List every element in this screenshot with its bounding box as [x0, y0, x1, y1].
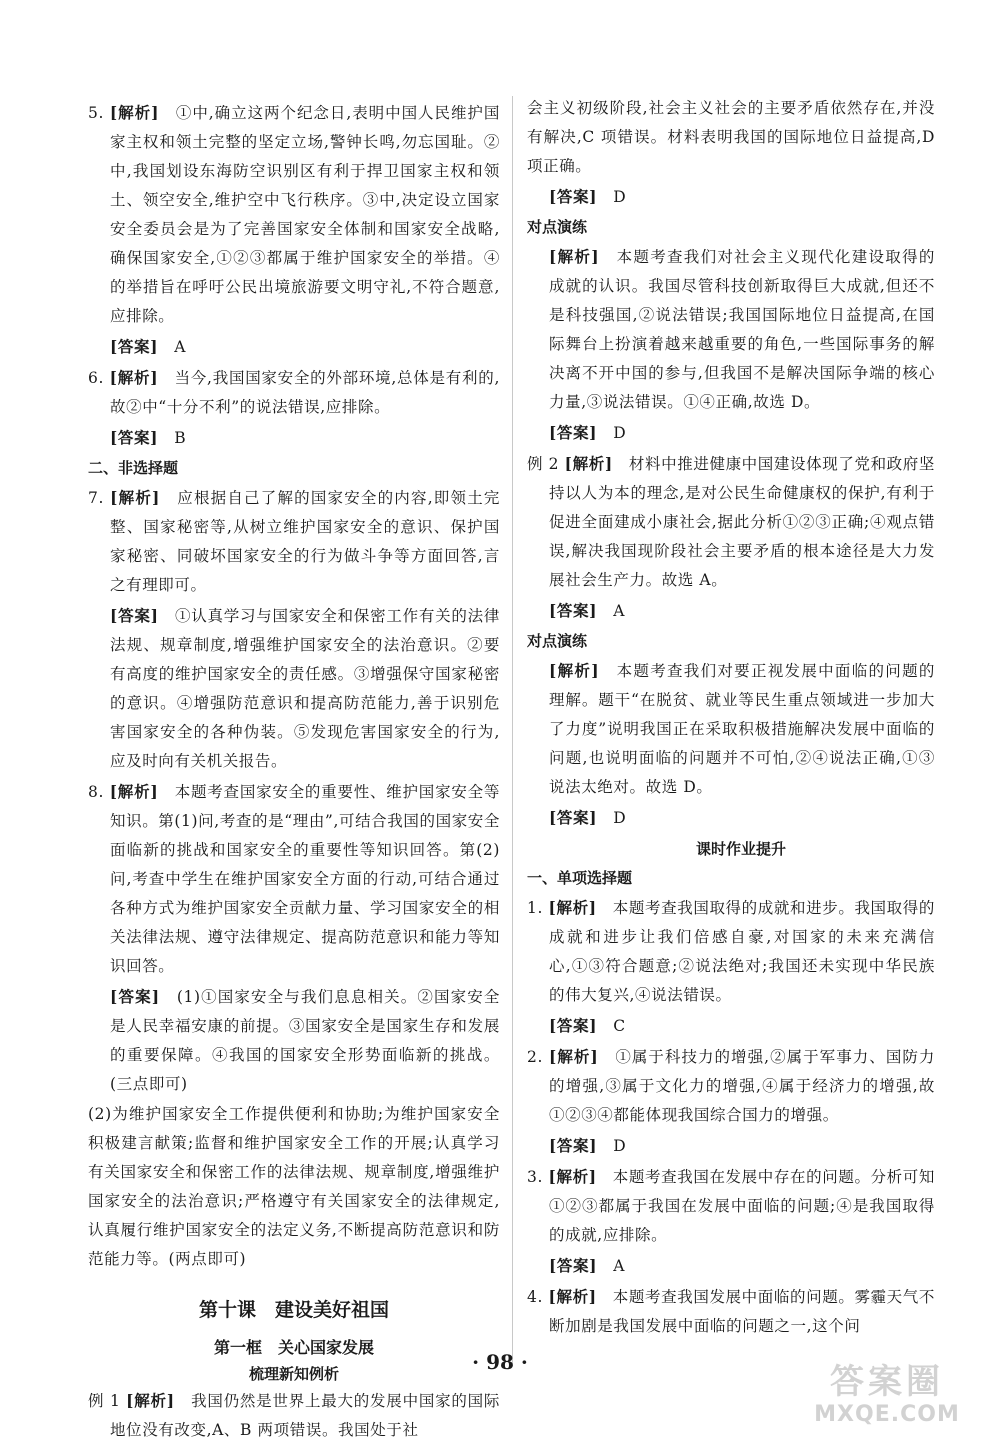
- paragraph: 会主义初级阶段,社会主义社会的主要矛盾依然存在,并没有解决,C 项错误。材料表明我国的国际地位日益提高,D 项正确。: [527, 99, 935, 175]
- answer-block: [527, 242, 935, 417]
- watermark-text: 答案圈: [830, 1362, 944, 1402]
- paragraph: (2)为维护国家安全工作提供便利和协助;为维护国家安全积极建言献策;监督和维护国家安全工作的开展;认真学习有关国家安全和保密工作的法律法规、规章制度,增强维护国家安全的法治意识;严格遵守有关国家安全的法律规定,认真履行维护国家安全的法定义务,不断提高防范意识和防范能力等。(两点即可): [88, 1105, 500, 1268]
- homework-heading: 课时作业提升: [695, 840, 786, 858]
- question-number: 5.: [88, 104, 104, 122]
- question-block: [527, 893, 935, 1010]
- section-tag: [答案]: [549, 1016, 598, 1035]
- block-text: D: [613, 809, 627, 827]
- section-tag: [答案]: [549, 808, 598, 827]
- section-heading: 一、单项选择题: [527, 869, 633, 887]
- block-text: ①认真学习与国家安全和保密工作有关的法律法规、规章制度,增强维护国家安全的法治意识。②要有高度的维护国家安全的责任感。③增强保守国家秘密的意识。④增强防范意识和提高防范能力,善于识别危害国家安全的各种伪装。⑤发现危害国家安全的行为,应及时向有关机关报告。: [110, 607, 500, 770]
- question-block: [88, 777, 500, 981]
- question-number: 例 1: [88, 1392, 121, 1410]
- question-block: [527, 449, 935, 595]
- section-tag: [解析]: [549, 247, 600, 266]
- column-divider: [512, 96, 513, 1366]
- question-number: 6.: [88, 369, 104, 387]
- question-number: 2.: [527, 1048, 543, 1066]
- block-text: ①属于科技力的增强,②属于军事力、国防力的增强,③属于文化力的增强,④属于经济力的增强,故①②③④都能体现我国综合国力的增强。: [549, 1048, 935, 1124]
- answer-block: [527, 596, 935, 626]
- section-tag: [解析]: [126, 1391, 175, 1410]
- block-text: D: [613, 188, 627, 206]
- answer-block: [88, 423, 500, 453]
- block-text: 本题考查我国在发展中存在的问题。分析可知①②③都属于我国在发展中面临的问题;④是我国取得的成就,应排除。: [549, 1168, 935, 1244]
- question-block: [527, 1042, 935, 1130]
- block-text: ①中,确立这两个纪念日,表明中国人民维护国家主权和领土完整的坚定立场,警钟长鸣,勿忘国耻。②中,我国划设东海防空识别区有利于捍卫国家主权和领土、领空安全,维护空中飞行秩序。③中,决定设立国家安全委员会是为了完善国家安全体制和国家安全战略,确保国家安全,①②③都属于维护国家安全的举措。④的举措旨在呼吁公民出境旅游要文明守礼,不符合题意,应排除。: [110, 104, 500, 325]
- question-block: [88, 483, 500, 600]
- answer-block: [88, 601, 500, 776]
- lesson-title: 第十课 建设美好祖国: [198, 1299, 389, 1321]
- block-text: C: [613, 1017, 626, 1035]
- subheading: 梳理新知例析: [248, 1365, 339, 1383]
- block-text: A: [174, 338, 186, 356]
- question-block: [88, 1386, 500, 1445]
- section-tag: [答案]: [549, 601, 598, 620]
- section-tag: [解析]: [549, 661, 600, 680]
- block-text: A: [613, 602, 625, 620]
- block-text: 本题考查我们对社会主义现代化建设取得的成就的认识。我国尽管科技创新取得巨大成就,但还不是科技强国,②说法错误;我国国际地位日益提高,在国际舞台上扮演着越来越重要的角色,一些国际事务的解决离不开中国的参与,但我国不是解决国际争端的核心力量,③说法错误。①④正确,故选 D。: [549, 248, 935, 411]
- question-number: 4.: [527, 1288, 543, 1306]
- section-tag: [答案]: [549, 423, 598, 442]
- block-text: D: [613, 1137, 627, 1155]
- answer-block: [527, 182, 935, 212]
- question-number: 8.: [88, 783, 104, 801]
- block-text: (1)①国家安全与我们息息相关。②国家安全是人民幸福安康的前提。③国家安全是国家生存和发展的重要保障。④我国的国家安全形势面临新的挑战。(三点即可): [110, 988, 500, 1093]
- block-text: 本题考查国家安全的重要性、维护国家安全等知识。第(1)问,考查的是“理由”,可结合我国的国家安全面临新的挑战和国家安全的重要性等知识回答。第(2)问,考查中学生在维护国家安全方面的行动,可结合通过各种方式为维护国家安全贡献力量、学习国家安全的相关法律法规、遵守法律规定、提高防范意识和能力等知识回答。: [110, 783, 500, 975]
- question-block: [527, 1282, 935, 1341]
- section-tag: [解析]: [109, 782, 159, 801]
- answer-block: [527, 1131, 935, 1161]
- block-text: 应根据自己了解的国家安全的内容,即领土完整、国家秘密等,从树立维护国家安全的意识、保护国家秘密、同破坏国家安全的行为做斗争等方面回答,言之有理即可。: [110, 489, 500, 594]
- section-tag: [解析]: [564, 454, 613, 473]
- section-tag: [答案]: [110, 606, 159, 625]
- answer-block: [88, 982, 500, 1099]
- left-column: [88, 98, 500, 1446]
- question-number: 1.: [527, 899, 543, 917]
- question-block: [527, 1162, 935, 1250]
- block-text: D: [613, 424, 627, 442]
- answer-block: [527, 803, 935, 833]
- right-column: [527, 94, 935, 1342]
- block-text: 本题考查我们对要正视发展中面临的问题的理解。题干“在脱贫、就业等民生重点领域进一步加大了力度”说明我国正在采取积极措施解决发展中面临的问题,也说明面临的问题并不可怕,②④说法正确,①③说法太绝对。故选 D。: [549, 662, 935, 796]
- section-heading: 对点演练: [527, 218, 588, 236]
- section-tag: [答案]: [549, 1136, 598, 1155]
- answer-block: [527, 656, 935, 802]
- block-text: B: [174, 429, 187, 447]
- watermark-url: MXQE.COM: [814, 1402, 960, 1427]
- block-text: A: [613, 1257, 625, 1275]
- block-text: 本题考查我国取得的成就和进步。我国取得的成就和进步让我们倍感自豪,对国家的未来充满信心,①③符合题意;②说法绝对;我国还未实现中华民族的伟大复兴,④说法错误。: [549, 899, 935, 1004]
- answer-block: [527, 418, 935, 448]
- block-text: 我国仍然是世界上最大的发展中国家的国际地位没有改变,A、B 两项错误。我国处于社: [110, 1392, 500, 1439]
- question-number: 3.: [527, 1168, 543, 1186]
- page-number: · 98 ·: [472, 1350, 528, 1374]
- question-number: 例 2: [527, 455, 560, 473]
- block-text: 本题考查我国发展中面临的问题。雾霾天气不断加剧是我国发展中面临的问题之一,这个问: [549, 1288, 935, 1335]
- block-text: 当今,我国国家安全的外部环境,总体是有利的,故②中“十分不利”的说法错误,应排除。: [110, 369, 500, 416]
- section-heading: 二、非选择题: [88, 459, 179, 477]
- section-tag: [解析]: [548, 1047, 599, 1066]
- question-block: [88, 363, 500, 422]
- section-tag: [答案]: [110, 987, 160, 1006]
- section-tag: [答案]: [110, 428, 159, 447]
- question-block: [88, 98, 500, 331]
- section-tag: [解析]: [109, 368, 159, 387]
- section-tag: [解析]: [110, 488, 160, 507]
- section-tag: [解析]: [548, 1287, 597, 1306]
- section-heading: 对点演练: [527, 632, 588, 650]
- section-tag: [解析]: [548, 898, 597, 917]
- question-number: 7.: [88, 489, 104, 507]
- answer-block: [527, 1251, 935, 1281]
- section-tag: [答案]: [549, 1256, 598, 1275]
- watermark-logo: [792, 1362, 982, 1432]
- section-tag: [答案]: [110, 337, 159, 356]
- block-text: 材料中推进健康中国建设体现了党和政府坚持以人为本的理念,是对公民生命健康权的保护,有利于促进全面建成小康社会,据此分析①②③正确;④观点错误,解决我国现阶段社会主要矛盾的根本途径是大力发展社会生产力。故选 A。: [549, 455, 936, 589]
- frame-title: 第一框 关心国家发展: [213, 1338, 374, 1357]
- answer-block: [88, 332, 500, 362]
- section-tag: [解析]: [109, 103, 160, 122]
- section-tag: [解析]: [548, 1167, 597, 1186]
- section-tag: [答案]: [549, 187, 598, 206]
- answer-block: [527, 1011, 935, 1041]
